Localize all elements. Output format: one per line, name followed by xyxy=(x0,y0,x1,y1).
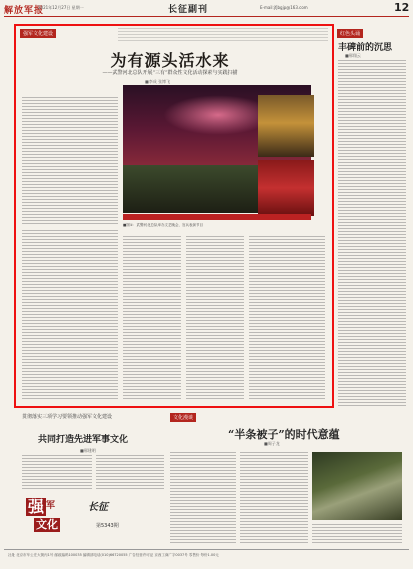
logo-char-wenhua: 文化 xyxy=(36,518,58,531)
issue-date: 2021年12月27日 星期一 xyxy=(38,5,84,10)
contact-email: E-mail:jfjbgjp@163.com xyxy=(260,5,308,10)
section-name: 长征副刊 xyxy=(168,5,209,15)
feature-headline: 为有源头活水来 xyxy=(110,51,230,70)
feature-byline: ■李成 张博飞 xyxy=(145,79,171,84)
bottom-left-headline: 共同打造先进军事文化 xyxy=(38,435,129,445)
page-number: 12 xyxy=(394,1,410,14)
dance-performance-photo[interactable] xyxy=(258,95,314,157)
issue-number: 第5343期 xyxy=(96,523,119,529)
bottom-middle-tag: 文化漫谈 xyxy=(170,413,196,422)
drum-performance-photo[interactable] xyxy=(258,160,314,216)
logo-char-jun: 军 xyxy=(46,501,56,511)
photo-strip xyxy=(123,214,311,220)
newspaper-logo: 解放军报 xyxy=(4,6,45,16)
right-column-tag: 红色头诵 xyxy=(337,29,363,38)
bottom-middle-text1 xyxy=(170,452,236,544)
bottom-right-text xyxy=(312,524,402,544)
logo-char-qiang: 强 xyxy=(28,497,45,516)
bottom-middle-author: ■周子龙 xyxy=(264,441,280,446)
bottom-middle-text2 xyxy=(240,452,308,544)
soldiers-photo[interactable] xyxy=(312,452,402,520)
right-column-headline: 丰碑前的沉思 xyxy=(338,43,393,53)
bottom-left-text2 xyxy=(96,455,164,491)
right-column-author: ■邢翔云 xyxy=(345,53,361,58)
changzheng-logo: 长征 xyxy=(88,502,108,513)
page-footer xyxy=(4,549,409,564)
masthead-rule xyxy=(4,16,409,17)
feature-subtitle: ——武警河北总队开展“三有”群众性文化活动探索与实践扫描 xyxy=(102,70,238,76)
qiangjun-culture-logo xyxy=(26,494,78,538)
right-column-text xyxy=(338,60,406,408)
bottom-left-author: ■邢建明 xyxy=(80,448,96,453)
feature-text-col1 xyxy=(22,230,118,400)
feature-text-col4 xyxy=(249,236,325,400)
feature-text-col1-top xyxy=(22,97,118,225)
photo-caption: ■图①：武警河北总队举办文艺晚会，官兵表演节目 xyxy=(123,223,203,227)
feature-text-col3 xyxy=(186,236,244,400)
feature-tag: 强军文化建设 xyxy=(20,29,56,38)
bottom-left-text1 xyxy=(22,455,92,491)
bottom-middle-headline: “半条被子”的时代意蕴 xyxy=(228,428,340,441)
footer-text: 社址 北京市车公庄大街丙1号 邮政编码100035 编辑部电话(010)66720055 广告经营许可证 京西工商广字0037号 零售价 每份1.00元 xyxy=(8,553,219,557)
feature-text-col2 xyxy=(123,236,181,400)
bottom-left-kicker: 贯彻落实三项学习要领推动强军文化建设 xyxy=(22,414,113,420)
